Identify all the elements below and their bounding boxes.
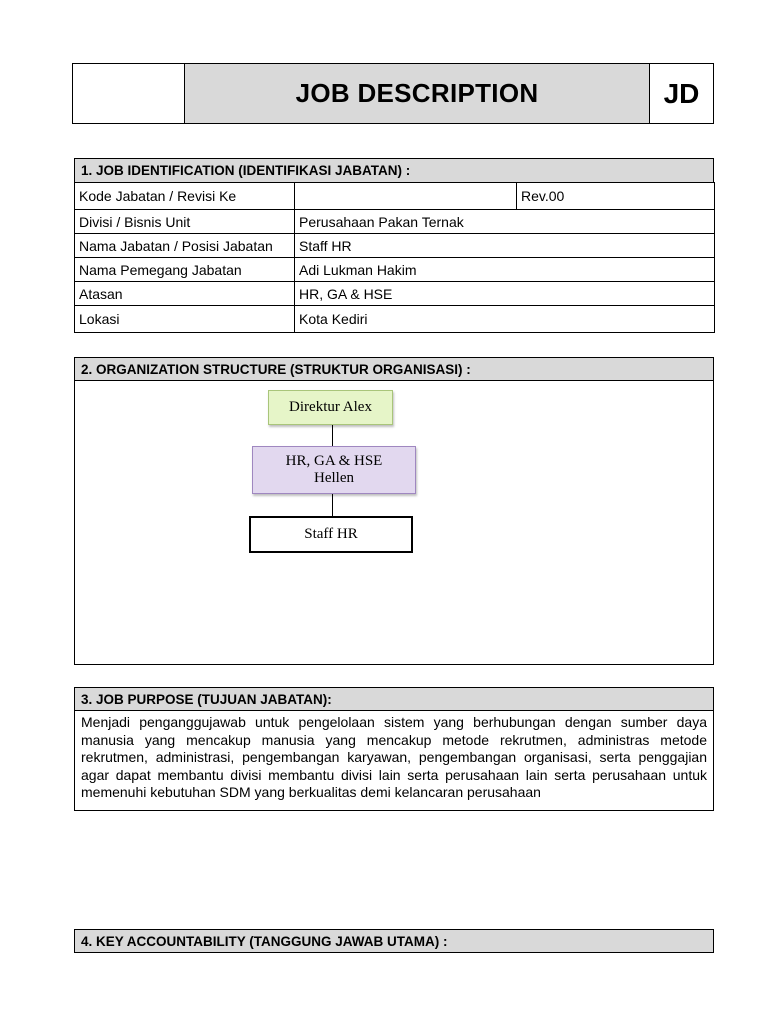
row-label: Divisi / Bisnis Unit xyxy=(75,210,295,234)
document-code: JD xyxy=(663,77,700,109)
logo-placeholder xyxy=(73,64,185,123)
table-row xyxy=(75,306,715,333)
section-4-heading: 4. KEY ACCOUNTABILITY (TANGGUNG JAWAB UTAMA) : xyxy=(74,929,714,953)
org-connector xyxy=(332,425,333,446)
org-node-staff-hr xyxy=(249,516,413,553)
table-row xyxy=(75,282,715,306)
table-row xyxy=(75,258,715,282)
table-row xyxy=(75,210,715,234)
row-value: Kota Kediri xyxy=(295,306,715,333)
row-value: Adi Lukman Hakim xyxy=(295,258,715,282)
org-connector xyxy=(332,494,333,516)
table-row xyxy=(75,183,715,210)
org-node-direktur xyxy=(268,390,393,425)
row-value xyxy=(295,183,517,210)
org-node-label: Direktur Alex xyxy=(289,399,372,415)
org-node-hr-ga-hse xyxy=(252,446,416,494)
row-label: Atasan xyxy=(75,282,295,306)
job-identification-table xyxy=(74,182,715,333)
revision-value: Rev.00 xyxy=(517,183,715,210)
row-label: Kode Jabatan / Revisi Ke xyxy=(75,183,295,210)
row-label: Nama Jabatan / Posisi Jabatan xyxy=(75,234,295,258)
org-node-sublabel: Hellen xyxy=(314,470,354,486)
org-node-label: HR, GA & HSE xyxy=(285,453,383,469)
org-node-label: Staff HR xyxy=(304,526,358,542)
row-label: Lokasi xyxy=(75,306,295,333)
section-3-heading: 3. JOB PURPOSE (TUJUAN JABATAN): xyxy=(74,687,714,711)
job-purpose-text: Menjadi penganggujawab untuk pengelolaan sistem yang berhubungan dengan sumber daya manusia yang mencakup manusia yang mencakup metode rekrutmen, administras metode rekrutmen, administrasi, pengembangan karyawan, pengembangan organisasi, serta penggajian agar dapat membantu divisi membantu divisi lain serta perusahaan lain serta perusahaan untuk memenuhi kebutuhan SDM yang berkualitas demi kelancaran perusahaan xyxy=(74,710,714,811)
row-value: Staff HR xyxy=(295,234,715,258)
document-header xyxy=(72,63,714,124)
row-value: Perusahaan Pakan Ternak xyxy=(295,210,715,234)
row-value: HR, GA & HSE xyxy=(295,282,715,306)
org-chart xyxy=(74,380,714,665)
document-title: JOB DESCRIPTION xyxy=(185,64,650,123)
table-row xyxy=(75,234,715,258)
section-2-heading: 2. ORGANIZATION STRUCTURE (STRUKTUR ORGANISASI) : xyxy=(74,357,714,381)
row-label: Nama Pemegang Jabatan xyxy=(75,258,295,282)
section-1-heading: 1. JOB IDENTIFICATION (IDENTIFIKASI JABATAN) : xyxy=(74,158,714,183)
